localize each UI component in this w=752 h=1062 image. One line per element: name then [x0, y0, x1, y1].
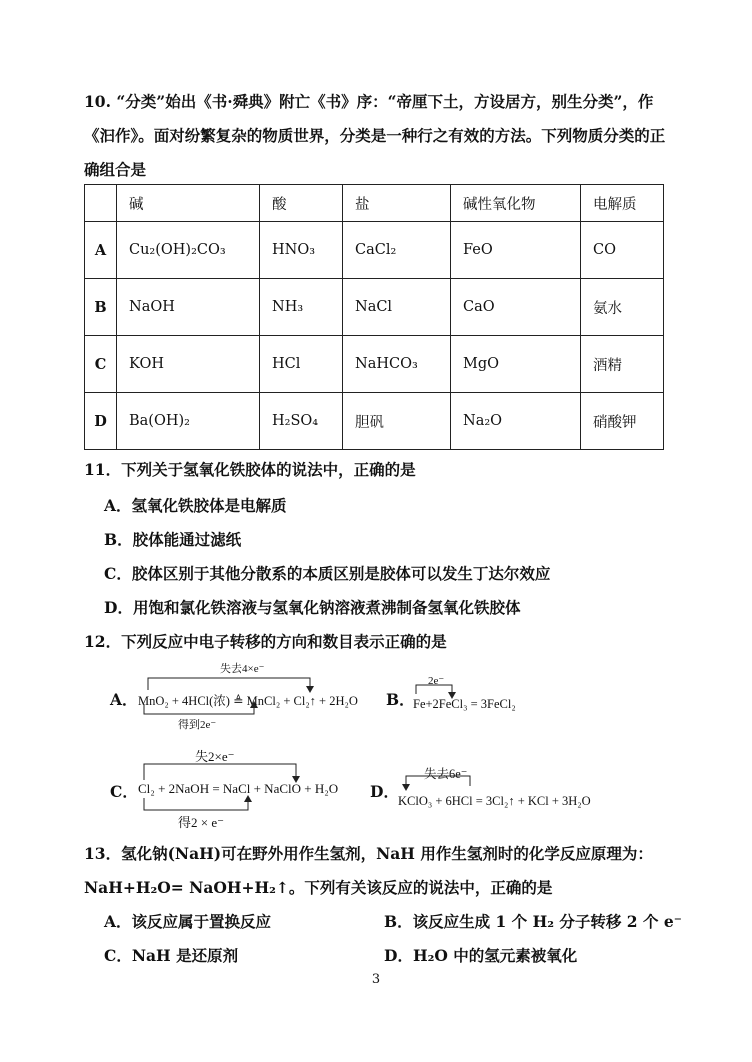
row-label: D [85, 393, 117, 450]
q10-line-3: 确组合是 [84, 160, 147, 179]
table-cell: Na₂O [451, 393, 581, 450]
header-cell: 碱性氧化物 [451, 185, 581, 222]
q12-a-top-label: 失去4×e⁻ [220, 663, 265, 675]
row-label: C [85, 336, 117, 393]
header-cell: 酸 [260, 185, 343, 222]
table-cell: NH₃ [260, 279, 343, 336]
q12-b-equation: Fe+2FeCl₃ = 3FeCl₂ [413, 697, 516, 711]
table-cell: CO [581, 222, 664, 279]
q12-option-b-letter: B． [386, 690, 415, 709]
q13-option-a: A．该反应属于置换反应 [104, 912, 272, 931]
row-label: A [85, 222, 117, 279]
q12-stem: 12．下列反应中电子转移的方向和数目表示正确的是 [84, 632, 447, 651]
table-cell: HNO₃ [260, 222, 343, 279]
q13-option-c: C．NaH 是还原剂 [104, 946, 239, 965]
table-cell: NaHCO₃ [343, 336, 451, 393]
table-cell: FeO [451, 222, 581, 279]
table-header-row [85, 185, 664, 222]
row-label: B [85, 279, 117, 336]
q11-option-c: C．胶体区别于其他分散系的本质区别是胶体可以发生丁达尔效应 [104, 564, 551, 583]
q12-c-equation: Cl₂ + 2NaOH = NaCl + NaClO + H₂O [138, 781, 339, 796]
table-cell: 酒精 [581, 336, 664, 393]
q11-option-b: B．胶体能通过滤纸 [104, 530, 242, 549]
q13-option-b: B．该反应生成 1 个 H₂ 分子转移 2 个 e⁻ [384, 912, 682, 931]
q10-line-1: 10. “分类”始出《书·舜典》附亡《书》序：“帝厘下土，方设居方，别生分类”，作 [84, 92, 654, 111]
table-cell: 氨水 [581, 279, 664, 336]
q12-b-top-label: 2e⁻ [428, 675, 445, 687]
table-cell: NaOH [117, 279, 260, 336]
q12-d-top-label: 失去6e⁻ [424, 767, 468, 781]
table-row [85, 222, 664, 279]
q13-line-2: NaH+H₂O= NaOH+H₂↑。下列有关该反应的说法中，正确的是 [84, 878, 553, 897]
table-cell: 胆矾 [343, 393, 451, 450]
table-cell: Cu₂(OH)₂CO₃ [117, 222, 260, 279]
q12-option-a-letter: A． [110, 690, 138, 709]
q12-c-top-label: 失2×e⁻ [195, 749, 235, 764]
q12-a-bottom-label: 得到2e⁻ [178, 719, 217, 731]
table-cell: CaCl₂ [343, 222, 451, 279]
q11-option-a: A．氢氧化铁胶体是电解质 [104, 496, 287, 515]
header-cell: 盐 [343, 185, 451, 222]
q13-line-1: 13．氢化钠(NaH)可在野外用作生氢剂，NaH 用作生氢剂时的化学反应原理为： [84, 844, 653, 863]
q11-stem: 11．下列关于氢氧化铁胶体的说法中，正确的是 [84, 460, 416, 479]
table-cell: Ba(OH)₂ [117, 393, 260, 450]
table-row [85, 393, 664, 450]
classification-table [84, 184, 664, 450]
table-cell: KOH [117, 336, 260, 393]
q12-option-d-letter: D． [370, 782, 399, 801]
table-row [85, 279, 664, 336]
table-cell: MgO [451, 336, 581, 393]
page-number: 3 [371, 972, 381, 987]
q13-option-d: D．H₂O 中的氢元素被氧化 [384, 946, 578, 965]
q12-d-arrow [400, 770, 480, 796]
q12-d-equation: KClO₃ + 6HCl = 3Cl₂↑ + KCl + 3H₂O [398, 794, 591, 808]
q12-c-bottom-label: 得2 × e⁻ [178, 815, 224, 830]
table-row [85, 336, 664, 393]
q10-line-2: 《汩作》。面对纷繁复杂的物质世界，分类是一种行之有效的方法。下列物质分类的正 [84, 126, 666, 145]
table-cell: H₂SO₄ [260, 393, 343, 450]
table-cell: CaO [451, 279, 581, 336]
q11-option-d: D．用饱和氯化铁溶液与氢氧化钠溶液煮沸制备氢氧化铁胶体 [104, 598, 521, 617]
table-cell: NaCl [343, 279, 451, 336]
header-cell: 电解质 [581, 185, 664, 222]
q12-a-equation: MnO₂ + 4HCl(浓) ≜ MnCl₂ + Cl₂↑ + 2H₂O [138, 694, 358, 708]
q12-option-c-letter: C． [110, 782, 138, 801]
table-cell: HCl [260, 336, 343, 393]
header-cell [85, 185, 117, 222]
table-cell: 硝酸钾 [581, 393, 664, 450]
header-cell: 碱 [117, 185, 260, 222]
